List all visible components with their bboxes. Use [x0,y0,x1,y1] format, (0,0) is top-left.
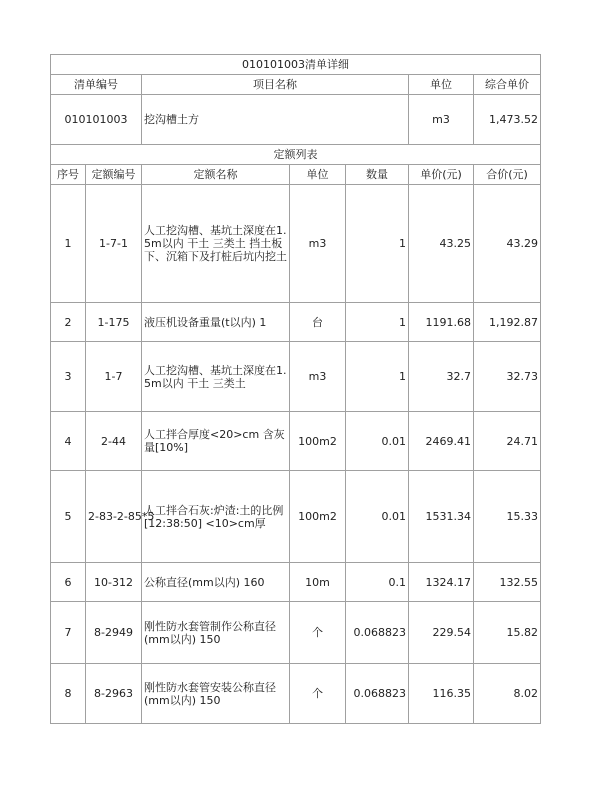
table-row [51,471,541,563]
table-row [51,185,541,303]
table-body [51,55,541,724]
quota-price: 1531.34 [409,471,474,563]
quota-total: 15.82 [474,602,541,664]
title-row [51,55,541,75]
bill-unit: m3 [409,95,474,145]
table-row [51,303,541,342]
table-row [51,412,541,471]
quota-price: 1191.68 [409,303,474,342]
quota-price: 2469.41 [409,412,474,471]
bill-price-header: 综合单价 [474,75,541,95]
quota-qty: 0.01 [346,471,409,563]
quota-code-header: 定额编号 [86,165,142,185]
quota-no: 2 [51,303,86,342]
bill-name: 挖沟槽土方 [142,95,409,145]
quota-qty: 0.068823 [346,664,409,724]
quota-no: 7 [51,602,86,664]
quota-price: 43.25 [409,185,474,303]
quota-unit-header: 单位 [290,165,346,185]
quota-code: 1-175 [86,303,142,342]
quota-price-header: 单价(元) [409,165,474,185]
quota-price: 116.35 [409,664,474,724]
bill-row [51,95,541,145]
quota-code: 2-44 [86,412,142,471]
table-row [51,563,541,602]
quota-no: 1 [51,185,86,303]
quota-qty: 0.1 [346,563,409,602]
quota-name: 人工拌合石灰:炉渣:土的比例 [12:38:50] <10>cm厚 [142,471,290,563]
quota-code: 1-7-1 [86,185,142,303]
quota-unit: 10m [290,563,346,602]
quota-no-header: 序号 [51,165,86,185]
quota-no: 6 [51,563,86,602]
quota-no: 3 [51,342,86,412]
table-row [51,342,541,412]
quota-qty-header: 数量 [346,165,409,185]
quota-price: 32.7 [409,342,474,412]
quota-no: 8 [51,664,86,724]
bill-code: 010101003 [51,95,142,145]
quota-name: 液压机设备重量(t以内) 1 [142,303,290,342]
quota-qty: 1 [346,303,409,342]
quota-unit: m3 [290,185,346,303]
quota-total: 132.55 [474,563,541,602]
quota-qty: 0.01 [346,412,409,471]
quota-unit: 100m2 [290,471,346,563]
quota-code: 8-2949 [86,602,142,664]
bill-name-header: 项目名称 [142,75,409,95]
quota-name: 人工挖沟槽、基坑土深度在1.5m以内 干土 三类土 挡土板下、沉箱下及打桩后坑内挖土 [142,185,290,303]
quota-unit: 个 [290,664,346,724]
quota-code: 2-83-2-85*5 [86,471,142,563]
quota-qty: 0.068823 [346,602,409,664]
quota-total: 43.29 [474,185,541,303]
quota-title-row [51,145,541,165]
quota-price: 229.54 [409,602,474,664]
quota-unit: 台 [290,303,346,342]
quota-name: 刚性防水套管制作公称直径(mm以内) 150 [142,602,290,664]
quota-unit: m3 [290,342,346,412]
quota-total-header: 合价(元) [474,165,541,185]
quota-name: 刚性防水套管安装公称直径(mm以内) 150 [142,664,290,724]
quota-name-header: 定额名称 [142,165,290,185]
quota-unit: 个 [290,602,346,664]
table-row [51,602,541,664]
sheet-title: 010101003清单详细 [51,55,541,75]
quota-no: 5 [51,471,86,563]
bill-price: 1,473.52 [474,95,541,145]
quota-header-row [51,165,541,185]
quota-code: 8-2963 [86,664,142,724]
quota-name: 公称直径(mm以内) 160 [142,563,290,602]
quota-code: 10-312 [86,563,142,602]
quota-code: 1-7 [86,342,142,412]
bill-code-header: 清单编号 [51,75,142,95]
quota-unit: 100m2 [290,412,346,471]
quota-total: 15.33 [474,471,541,563]
table-row [51,664,541,724]
quota-total: 32.73 [474,342,541,412]
quota-name: 人工拌合厚度<20>cm 含灰量[10%] [142,412,290,471]
quota-total: 24.71 [474,412,541,471]
bill-header-row [51,75,541,95]
quota-total: 8.02 [474,664,541,724]
bill-detail-table [50,54,541,724]
quota-qty: 1 [346,185,409,303]
quota-qty: 1 [346,342,409,412]
quota-no: 4 [51,412,86,471]
quota-total: 1,192.87 [474,303,541,342]
quota-price: 1324.17 [409,563,474,602]
bill-detail-sheet [50,54,540,724]
quota-name: 人工挖沟槽、基坑土深度在1.5m以内 干土 三类土 [142,342,290,412]
bill-unit-header: 单位 [409,75,474,95]
quota-title: 定额列表 [51,145,541,165]
